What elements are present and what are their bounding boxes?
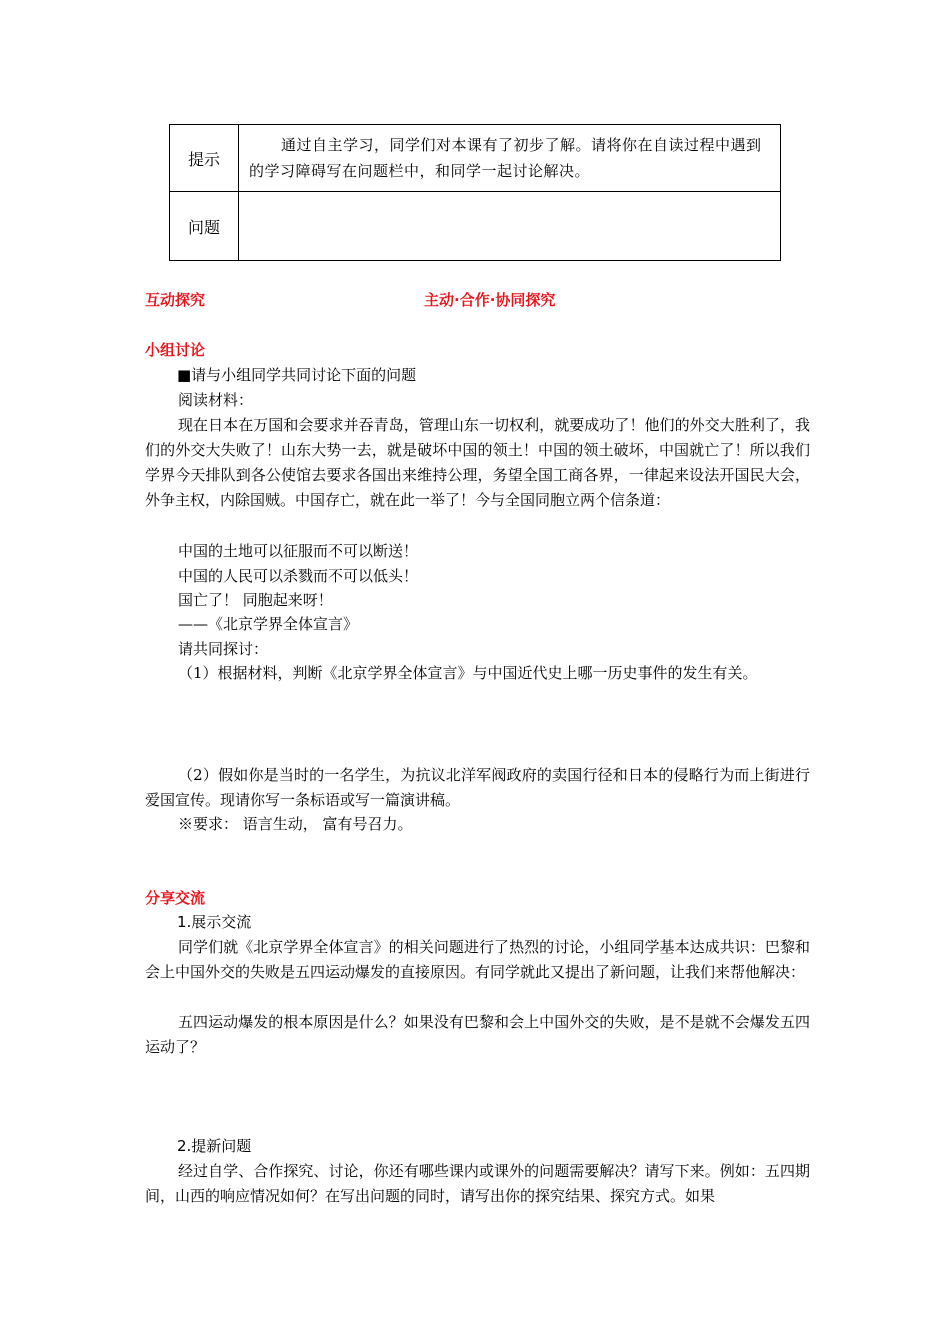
share-sub1-question: 五四运动爆发的根本原因是什么？如果没有巴黎和会上中国外交的失败，是不是就不会爆发五四运动了？ bbox=[145, 1013, 810, 1056]
section-subtitle-interact: 主动·合作·协同探究 bbox=[424, 291, 556, 309]
section-title-share: 分享交流 bbox=[145, 889, 206, 907]
hint-text: 通过自主学习，同学们对本课有了初步了解。请将你在自读过程中遇到的学习障碍写在问题栏中，和同学一起讨论解决。 bbox=[249, 136, 762, 180]
hint-text-cell bbox=[239, 125, 781, 192]
material-paragraph: 现在日本在万国和会要求并吞青岛，管理山东一切权利，就要成功了！他们的外交大胜利了，我们的外交大失败了！山东大势一去，就是破坏中国的领土！中国的领土破坏，中国就亡了！所以我们学界今天排队到各公使馆去要求各国出来维持公理，务望全国工商各界，一律起来设法开国民大会，外争主权，内除国贼。中国存亡，就在此一举了！今与全国同胞立两个信条道： bbox=[145, 416, 810, 509]
share-sub2-text: 经过自学、合作探究、讨论，你还有哪些课内或课外的问题需要解决？请写下来。例如：五四期间，山西的响应情况如何？在写出问题的同时，请写出你的探究结果、探究方式。如果 bbox=[145, 1162, 810, 1205]
hint-row bbox=[170, 125, 781, 192]
hint-label: 提示 bbox=[170, 125, 239, 192]
reading-label: 阅读材料： bbox=[178, 391, 254, 409]
share-sub1-question-block bbox=[145, 1010, 810, 1060]
share-sub2-text-block bbox=[145, 1159, 810, 1209]
creed-1: 中国的土地可以征服而不可以断送！ bbox=[178, 542, 419, 560]
section-title-group: 小组讨论 bbox=[145, 341, 206, 359]
discuss-label: 请共同探讨： bbox=[178, 640, 269, 658]
question-2-block bbox=[145, 763, 810, 813]
reading-material bbox=[145, 413, 810, 513]
question-answer-cell[interactable] bbox=[239, 192, 781, 261]
material-source: ——《北京学界全体宣言》 bbox=[178, 615, 359, 633]
share-sub2-title: 2.提新问题 bbox=[177, 1137, 252, 1155]
requirement: ※要求： 语言生动， 富有号召力。 bbox=[178, 815, 413, 833]
question-row bbox=[170, 192, 781, 261]
creed-3: 国亡了！ 同胞起来呀！ bbox=[178, 591, 333, 609]
question-2: （2）假如你是当时的一名学生，为抗议北洋军阀政府的卖国行径和日本的侵略行为而上街进行爱国宣传。现请你写一条标语或写一篇演讲稿。 bbox=[145, 766, 810, 809]
question-label: 问题 bbox=[170, 192, 239, 261]
share-sub1-title: 1.展示交流 bbox=[177, 913, 252, 931]
section-title-interact: 互动探究 bbox=[145, 291, 206, 309]
question-1: （1）根据材料，判断《北京学界全体宣言》与中国近代史上哪一历史事件的发生有关。 bbox=[178, 664, 758, 682]
creed-2: 中国的人民可以杀戮而不可以低头！ bbox=[178, 567, 419, 585]
hint-table bbox=[169, 124, 781, 261]
share-sub1-text: 同学们就《北京学界全体宣言》的相关问题进行了热烈的讨论，小组同学基本达成共识：巴黎和会上中国外交的失败是五四运动爆发的直接原因。有同学就此又提出了新问题，让我们来帮他解决： bbox=[145, 938, 810, 981]
share-sub1-text-block bbox=[145, 935, 810, 985]
group-instruction: ■请与小组同学共同讨论下面的问题 bbox=[177, 366, 417, 384]
